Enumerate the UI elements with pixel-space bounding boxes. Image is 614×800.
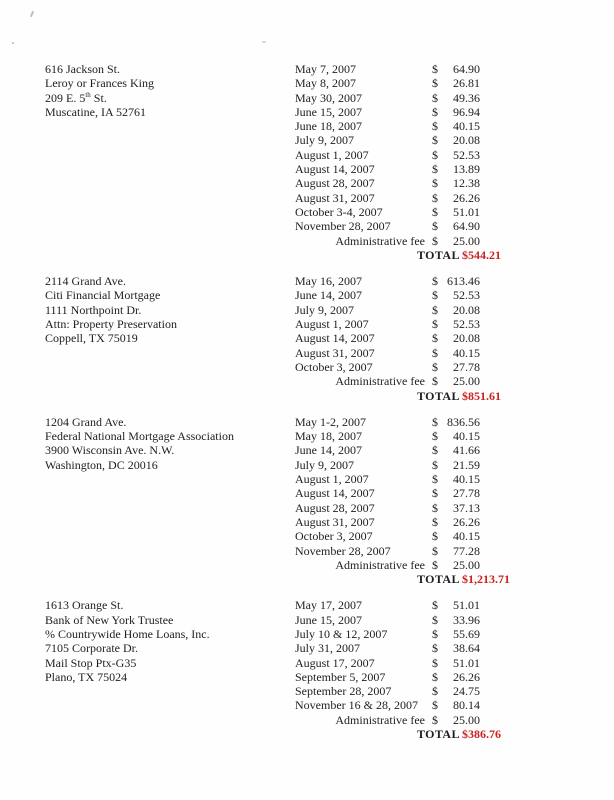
charge-date: July 31, 2007: [295, 641, 361, 656]
dollar-sign: $: [432, 147, 438, 162]
charge-row: [295, 670, 515, 684]
admin-fee-label: Administrative fee: [335, 233, 425, 248]
charge-row: [295, 613, 515, 627]
amount-value: 26.81: [453, 76, 480, 91]
charge-row: [295, 443, 515, 457]
charge-amount: [432, 458, 480, 472]
total-amount: $544.21: [462, 247, 501, 262]
admin-fee-label: Administrative fee: [335, 712, 425, 727]
amount-value: 37.13: [453, 500, 480, 515]
charge-amount: [432, 303, 480, 317]
charge-amount: [432, 501, 480, 515]
charge-date: August 14, 2007: [295, 486, 375, 501]
admin-fee-label: Administrative fee: [335, 557, 425, 572]
charge-amount: [432, 627, 480, 641]
charge-amount: [432, 443, 480, 457]
charge-amount: [432, 472, 480, 486]
charge-date: May 8, 2007: [295, 76, 356, 91]
amount-value: 20.08: [453, 331, 480, 346]
charge-date: September 5, 2007: [295, 669, 386, 684]
charge-row: [295, 76, 515, 90]
charge-row: [295, 458, 515, 472]
entry-rows: [295, 274, 515, 403]
total-row: [295, 727, 515, 741]
dollar-sign: $: [432, 331, 438, 346]
billing-block: [45, 62, 515, 262]
amount-value: 21.59: [453, 457, 480, 472]
amount-value: 40.15: [453, 429, 480, 444]
billing-block: [45, 598, 515, 741]
amount-value: 52.53: [453, 147, 480, 162]
amount-value: 40.15: [453, 529, 480, 544]
dollar-sign: $: [432, 302, 438, 317]
billing-block: [45, 274, 515, 403]
charge-row: [295, 684, 515, 698]
charge-row: [295, 91, 515, 105]
charge-date: August 17, 2007: [295, 655, 375, 670]
charge-row: [295, 105, 515, 119]
charge-row: [295, 62, 515, 76]
amount-value: 25.00: [453, 712, 480, 727]
amount-value: 40.15: [453, 345, 480, 360]
dollar-sign: $: [432, 626, 438, 641]
charge-date: August 1, 2007: [295, 147, 369, 162]
dollar-sign: $: [432, 288, 438, 303]
charge-amount: [432, 91, 480, 105]
amount-value: 41.66: [453, 443, 480, 458]
address-line: 3900 Wisconsin Ave. N.W.: [45, 443, 175, 458]
amount-value: 51.01: [453, 204, 480, 219]
total-label: TOTAL: [417, 388, 460, 403]
charge-amount: [432, 219, 480, 233]
dollar-sign: $: [432, 557, 438, 572]
charge-amount: [432, 331, 480, 345]
amount-value: 26.26: [453, 514, 480, 529]
dollar-sign: $: [432, 669, 438, 684]
dollar-sign: $: [432, 612, 438, 627]
charge-amount: [432, 234, 480, 248]
amount-value: 613.46: [447, 274, 480, 289]
charge-amount: [432, 148, 480, 162]
charge-date: May 18, 2007: [295, 429, 362, 444]
charge-date: July 9, 2007: [295, 457, 355, 472]
total-row: [295, 389, 515, 403]
charge-row: [295, 191, 515, 205]
dollar-sign: $: [432, 486, 438, 501]
dollar-sign: $: [432, 655, 438, 670]
admin-fee-label: Administrative fee: [335, 374, 425, 389]
amount-value: 836.56: [447, 414, 480, 429]
charge-amount: [432, 429, 480, 443]
dollar-sign: $: [432, 274, 438, 289]
charge-amount: [432, 415, 480, 429]
amount-value: 52.53: [453, 288, 480, 303]
address-line: Mail Stop Ptx-G35: [45, 655, 137, 670]
charge-amount: [432, 191, 480, 205]
dollar-sign: $: [432, 641, 438, 656]
amount-value: 64.90: [453, 62, 480, 76]
dollar-sign: $: [432, 698, 438, 713]
total-label: TOTAL: [417, 247, 460, 262]
charge-row: [295, 205, 515, 219]
charge-date: June 14, 2007: [295, 443, 362, 458]
address-line: 1613 Orange St.: [45, 598, 124, 613]
charge-date: May 30, 2007: [295, 90, 362, 105]
total-amount: $386.76: [462, 727, 501, 742]
charge-date: October 3-4, 2007: [295, 204, 383, 219]
charge-row: [295, 415, 515, 429]
charge-row: [295, 317, 515, 331]
charge-amount: [432, 698, 480, 712]
dollar-sign: $: [432, 133, 438, 148]
charge-date: May 1-2, 2007: [295, 414, 366, 429]
amount-value: 20.08: [453, 302, 480, 317]
amount-value: 12.38: [453, 176, 480, 191]
charge-amount: [432, 360, 480, 374]
total-amount: $1,213.71: [462, 572, 510, 587]
dollar-sign: $: [432, 712, 438, 727]
total-row: [295, 248, 515, 262]
charge-amount: [432, 374, 480, 388]
dollar-sign: $: [432, 598, 438, 613]
address-line: Leroy or Frances King: [45, 76, 154, 91]
charge-amount: [432, 670, 480, 684]
dollar-sign: $: [432, 684, 438, 699]
charge-date: August 28, 2007: [295, 500, 375, 515]
address-line: 1204 Grand Ave.: [45, 414, 127, 429]
dollar-sign: $: [432, 233, 438, 248]
address-line: 1111 Northpoint Dr.: [45, 302, 142, 317]
charge-row: [295, 501, 515, 515]
amount-value: 25.00: [453, 233, 480, 248]
dollar-sign: $: [432, 317, 438, 332]
charge-row: [295, 219, 515, 233]
charge-row: [295, 119, 515, 133]
amount-value: 51.01: [453, 598, 480, 613]
dollar-sign: $: [432, 204, 438, 219]
scan-artifact: [30, 11, 34, 17]
charge-amount: [432, 274, 480, 288]
charge-amount: [432, 598, 480, 612]
charge-amount: [432, 684, 480, 698]
charge-row: [295, 176, 515, 190]
total-label: TOTAL: [417, 572, 460, 587]
amount-value: 77.28: [453, 543, 480, 558]
charge-row: [295, 656, 515, 670]
charge-amount: [432, 613, 480, 627]
charge-date: October 3, 2007: [295, 529, 373, 544]
total-amount: $851.61: [462, 388, 501, 403]
charge-date: July 9, 2007: [295, 302, 355, 317]
charge-amount: [432, 641, 480, 655]
charge-date: June 15, 2007: [295, 612, 362, 627]
dollar-sign: $: [432, 76, 438, 91]
dollar-sign: $: [432, 543, 438, 558]
amount-value: 26.26: [453, 190, 480, 205]
charge-amount: [432, 713, 480, 727]
scan-artifact: [12, 42, 14, 44]
charge-row: [295, 274, 515, 288]
charge-row: [295, 148, 515, 162]
charge-row: [295, 544, 515, 558]
address-line: 7105 Corporate Dr.: [45, 641, 138, 656]
address-line: 2114 Grand Ave.: [45, 274, 126, 289]
charge-row: [295, 360, 515, 374]
charge-amount: [432, 486, 480, 500]
address-block: [45, 62, 295, 262]
address-line: 209 E. 5th St.: [45, 90, 107, 105]
dollar-sign: $: [432, 90, 438, 105]
dollar-sign: $: [432, 104, 438, 119]
charge-row: [295, 429, 515, 443]
charge-date: August 14, 2007: [295, 162, 375, 177]
charge-row: [295, 698, 515, 712]
amount-value: 25.00: [453, 557, 480, 572]
entry-rows: [295, 415, 515, 587]
charge-date: August 31, 2007: [295, 514, 375, 529]
charge-date: July 9, 2007: [295, 133, 355, 148]
charge-date: November 28, 2007: [295, 219, 391, 234]
address-line: 616 Jackson St.: [45, 62, 120, 76]
charge-date: September 28, 2007: [295, 684, 392, 699]
charge-row: [295, 133, 515, 147]
charge-amount: [432, 346, 480, 360]
charge-date: August 1, 2007: [295, 472, 369, 487]
charge-amount: [432, 288, 480, 302]
address-line: Citi Financial Mortgage: [45, 288, 161, 303]
charge-date: October 3, 2007: [295, 359, 373, 374]
address-line: Bank of New York Trustee: [45, 612, 174, 627]
charge-amount: [432, 529, 480, 543]
charge-row: [295, 472, 515, 486]
dollar-sign: $: [432, 374, 438, 389]
address-line: Muscatine, IA 52761: [45, 104, 146, 119]
charge-amount: [432, 62, 480, 76]
amount-value: 49.36: [453, 90, 480, 105]
amount-value: 27.78: [453, 359, 480, 374]
dollar-sign: $: [432, 345, 438, 360]
address-line: Coppell, TX 75019: [45, 331, 138, 346]
admin-fee-row: [295, 374, 515, 388]
charge-row: [295, 346, 515, 360]
charge-amount: [432, 119, 480, 133]
address-line: Washington, DC 20016: [45, 457, 158, 472]
amount-value: 51.01: [453, 655, 480, 670]
charge-date: November 28, 2007: [295, 543, 391, 558]
dollar-sign: $: [432, 190, 438, 205]
charge-amount: [432, 317, 480, 331]
dollar-sign: $: [432, 472, 438, 487]
amount-value: 33.96: [453, 612, 480, 627]
amount-value: 64.90: [453, 219, 480, 234]
scan-artifact: [262, 41, 266, 43]
charge-row: [295, 598, 515, 612]
charge-row: [295, 162, 515, 176]
amount-value: 26.26: [453, 669, 480, 684]
dollar-sign: $: [432, 429, 438, 444]
dollar-sign: $: [432, 514, 438, 529]
dollar-sign: $: [432, 119, 438, 134]
admin-fee-row: [295, 558, 515, 572]
amount-value: 96.94: [453, 104, 480, 119]
charge-row: [295, 486, 515, 500]
charge-date: August 1, 2007: [295, 317, 369, 332]
amount-value: 27.78: [453, 486, 480, 501]
dollar-sign: $: [432, 457, 438, 472]
charge-amount: [432, 162, 480, 176]
charge-amount: [432, 76, 480, 90]
charge-date: June 18, 2007: [295, 119, 362, 134]
charge-date: August 31, 2007: [295, 190, 375, 205]
charge-amount: [432, 656, 480, 670]
total-label: TOTAL: [417, 727, 460, 742]
amount-value: 40.15: [453, 472, 480, 487]
address-block: [45, 415, 295, 587]
total-row: [295, 572, 515, 586]
charge-amount: [432, 105, 480, 119]
amount-value: 25.00: [453, 374, 480, 389]
charge-row: [295, 288, 515, 302]
charge-row: [295, 641, 515, 655]
entry-rows: [295, 62, 515, 262]
dollar-sign: $: [432, 414, 438, 429]
admin-fee-row: [295, 713, 515, 727]
amount-value: 52.53: [453, 317, 480, 332]
amount-value: 80.14: [453, 698, 480, 713]
charge-amount: [432, 133, 480, 147]
charge-date: June 15, 2007: [295, 104, 362, 119]
charge-date: July 10 & 12, 2007: [295, 626, 388, 641]
amount-value: 13.89: [453, 162, 480, 177]
charge-amount: [432, 515, 480, 529]
charge-row: [295, 331, 515, 345]
charge-row: [295, 529, 515, 543]
address-line: Plano, TX 75024: [45, 669, 128, 684]
entry-rows: [295, 598, 515, 741]
dollar-sign: $: [432, 443, 438, 458]
address-block: [45, 274, 295, 403]
charge-amount: [432, 176, 480, 190]
address-line: Federal National Mortgage Association: [45, 429, 234, 444]
amount-value: 55.69: [453, 626, 480, 641]
charge-row: [295, 303, 515, 317]
billing-block: [45, 415, 515, 587]
charge-amount: [432, 544, 480, 558]
dollar-sign: $: [432, 500, 438, 515]
charge-date: May 7, 2007: [295, 62, 356, 76]
amount-value: 38.64: [453, 641, 480, 656]
dollar-sign: $: [432, 219, 438, 234]
address-line: Attn: Property Preservation: [45, 317, 177, 332]
charge-date: June 14, 2007: [295, 288, 362, 303]
amount-value: 20.08: [453, 133, 480, 148]
charge-row: [295, 515, 515, 529]
charge-date: May 16, 2007: [295, 274, 362, 289]
charge-date: November 16 & 28, 2007: [295, 698, 418, 713]
address-line: % Countrywide Home Loans, Inc.: [45, 626, 210, 641]
charge-amount: [432, 205, 480, 219]
amount-value: 40.15: [453, 119, 480, 134]
charge-row: [295, 627, 515, 641]
document-content: [45, 62, 515, 753]
charge-date: August 28, 2007: [295, 176, 375, 191]
billing-blocks: [45, 62, 515, 741]
dollar-sign: $: [432, 62, 438, 76]
admin-fee-row: [295, 234, 515, 248]
amount-value: 24.75: [453, 684, 480, 699]
charge-amount: [432, 558, 480, 572]
address-block: [45, 598, 295, 741]
dollar-sign: $: [432, 176, 438, 191]
dollar-sign: $: [432, 162, 438, 177]
charge-date: May 17, 2007: [295, 598, 362, 613]
dollar-sign: $: [432, 359, 438, 374]
charge-date: August 31, 2007: [295, 345, 375, 360]
charge-date: August 14, 2007: [295, 331, 375, 346]
dollar-sign: $: [432, 529, 438, 544]
